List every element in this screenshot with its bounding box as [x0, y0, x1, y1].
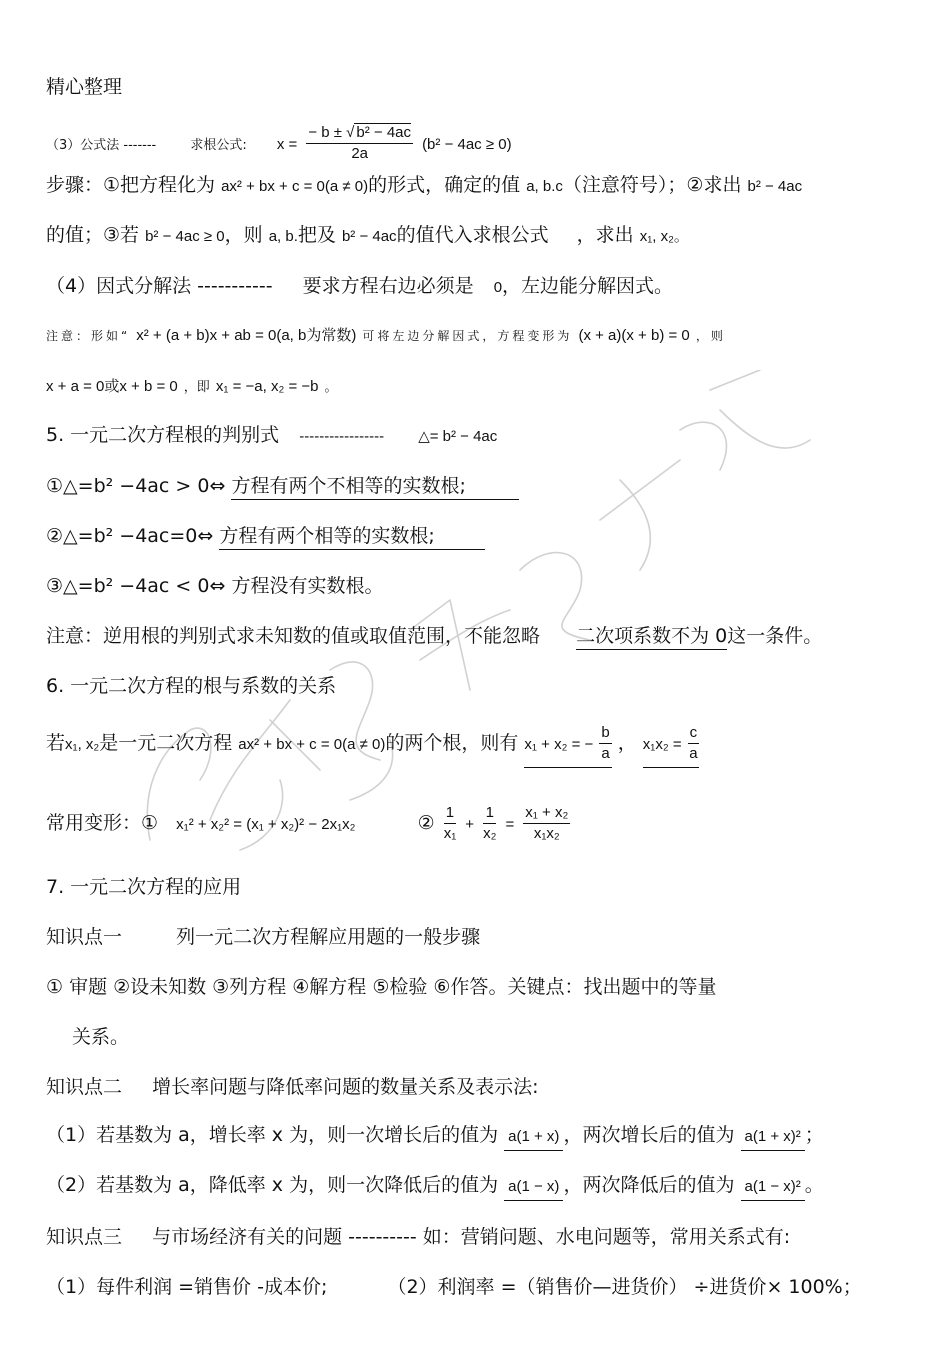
- growth-rate-line: （1）若基数为 a，增长率 x 为，则一次增长后的值为 a(1 + x) ，两次增长后的值为 a(1 + x)² ；: [46, 1122, 824, 1151]
- solve-steps: ① 审题 ②设未知数 ③列方程 ④解方程 ⑤检验 ⑥作答。关键点：找出题中的等量: [46, 976, 717, 998]
- factor-method-line: （4）因式分解法 ----------- 要求方程右边必须是 0，左边能分解因式。: [46, 275, 674, 297]
- vieta-sum: x₁ + x₂ = − $\frac{b}{a}$: [524, 723, 611, 768]
- case-1: ①△=b² −4ac > 0⇔ 方程有两个不相等的实数根;: [46, 473, 519, 500]
- radicand: b² − 4ac: [356, 124, 412, 141]
- vieta-line: 若x₁, x₂是一元二次方程 ax² + bx + c = 0(a ≠ 0)的两个根，则有 x₁ + x₂ = − $\frac{b}{a}$ ， x₁x₂ = $\frac{c}{a}$: [46, 718, 699, 774]
- formula-method-line: [46, 118, 512, 168]
- section-5-note: 注意：逆用根的判别式求未知数的值或取值范围，不能忽略 二次项系数不为 0这一条件。: [46, 623, 822, 650]
- steps-line-2: 的值；③若 b² − 4ac ≥ 0，则 a, b.把及 b² − 4ac的值代入求根公式 ，求出 x₁, x₂。: [46, 224, 689, 246]
- case-2: ②△=b² −4ac=0⇔ 方程有两个相等的实数根;: [46, 523, 485, 550]
- note-line-1: 注意：形如“ x² + (a + b)x + ab = 0(a, b为常数) 可将左边分解因式，方程变形为 (x + a)(x + b) = 0 ，则: [46, 327, 726, 344]
- x-equals: x =: [276, 136, 298, 153]
- section-5-title: 5. 一元二次方程根的判别式 ----------------- △= b² − 4ac: [46, 424, 498, 446]
- steps-line-1: 步骤：①把方程化为 ax² + bx + c = 0(a ≠ 0)的形式，确定的值 a, b.c（注意符号）；②求出 b² − 4ac: [46, 174, 803, 196]
- page-header: 精心整理: [46, 76, 123, 98]
- formula-condition: (b² − 4ac ≥ 0): [422, 136, 512, 153]
- knowledge-point-2: 知识点二 增长率问题与降低率问题的数量关系及表示法:: [46, 1076, 539, 1098]
- common-transforms: 常用变形：① x₁² + x₂² = (x₁ + x₂)² − 2x₁x₂ ② $\frac{1}{\text{x₁}}$ + $\frac{1}{\text{x₂}}$ = $\frac{\text{x₁ + x₂}}{\text{x₁x₂}}$: [46, 804, 569, 842]
- solve-steps-cont: 关系。: [72, 1026, 130, 1048]
- section-6-title: 6. 一元二次方程的根与系数的关系: [46, 675, 337, 697]
- case-3: ③△=b² −4ac < 0⇔ 方程没有实数根。: [46, 575, 384, 597]
- decline-rate-line: （2）若基数为 a，降低率 x 为，则一次降低后的值为 a(1 − x) ，两次降低后的值为 a(1 − x)² 。: [46, 1172, 824, 1201]
- quadratic-formula: $\frac{\text{− b ± √ b² − 4ac}}{2a}$: [308, 124, 412, 162]
- formula-method-label: （3）公式法 -------: [46, 138, 157, 153]
- discriminant: △= b² − 4ac: [418, 428, 498, 445]
- root-formula-label: 求根公式:: [190, 138, 247, 153]
- formula-denominator: 2a: [351, 145, 368, 162]
- note-line-2: x + a = 0或x + b = 0 ，即 x₁ = −a, x₂ = −b 。: [46, 378, 338, 395]
- section-7-title: 7. 一元二次方程的应用: [46, 876, 242, 898]
- vieta-product: x₁x₂ = $\frac{c}{a}$: [643, 723, 699, 768]
- knowledge-point-1: 知识点一 列一元二次方程解应用题的一般步骤: [46, 926, 481, 948]
- knowledge-point-3: 知识点三 与市场经济有关的问题 ---------- 如：营销问题、水电问题等，常用关系式有:: [46, 1226, 791, 1248]
- profit-line: （1）每件利润 =销售价 -成本价; （2）利润率 =（销售价—进货价） ÷进货价× 100%；: [46, 1276, 862, 1298]
